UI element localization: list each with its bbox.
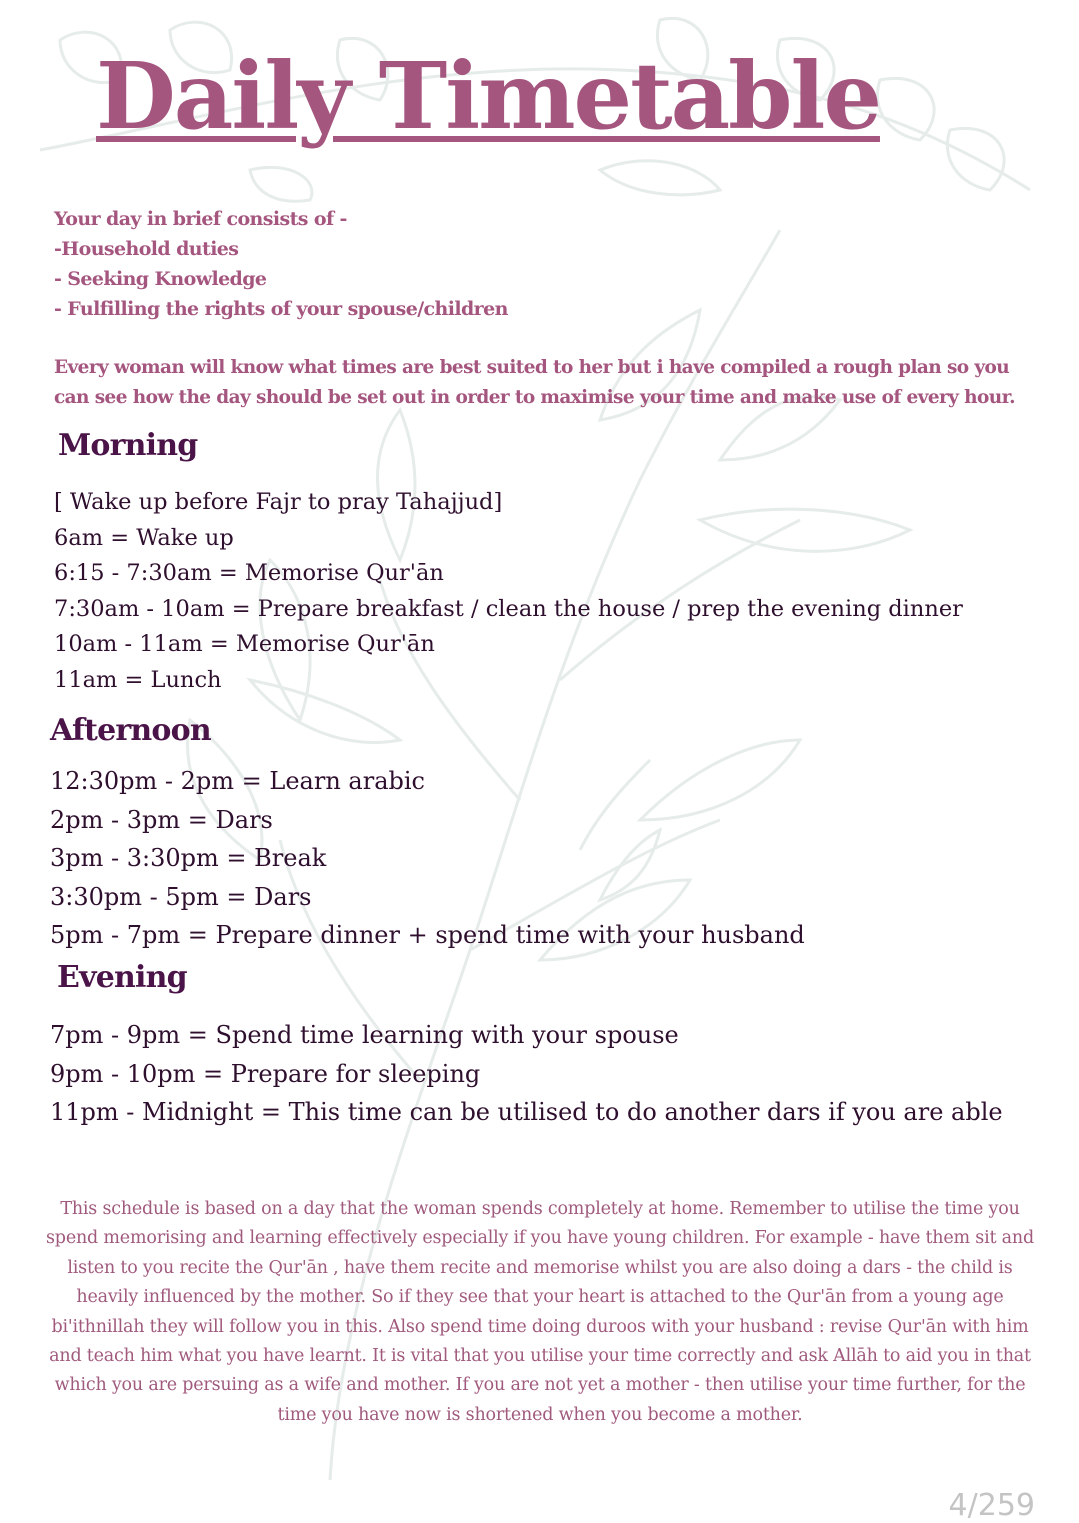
evening-heading: Evening [57, 960, 187, 995]
page-title: Daily Timetable [96, 42, 880, 150]
schedule-entry: 7pm - 9pm = Spend time learning with your spouse [50, 1021, 679, 1049]
schedule-entry: 6:15 - 7:30am = Memorise Qur'ān [54, 560, 444, 586]
schedule-entry: 3:30pm - 5pm = Dars [50, 882, 312, 911]
schedule-entry: 7:30am - 10am = Prepare breakfast / clean the house / prep the evening dinner [54, 595, 963, 622]
evening-schedule [50, 1016, 1003, 1132]
page-counter: 4/259 [948, 1488, 1035, 1523]
footer-note: This schedule is based on a day that the woman spends completely at home. Remember to utilise the time you spend memorising and learning effectively especially if you have young children. For example - have them sit and listen to you recite the Qur'ān , have them recite and memorise whilst you are also doing a dars - the child is heavily influenced by the mother. So if they see that your heart is attached to the Qur'ān from a young age bi'ithnillah they will follow you in this. Also spend time doing duroos with your husband : revise Qur'ān with him and teach him what you have learnt. It is vital that you utilise your time correctly and ask Allāh to aid you in that which you are persuing as a wife and mother. If you are not yet a mother - then utilise your time further, for the time you have now is shortened when you become a mother. [46, 1199, 1034, 1425]
intro-item: - Seeking Knowledge [54, 268, 267, 290]
intro-summary [54, 204, 508, 324]
afternoon-heading: Afternoon [50, 713, 211, 748]
schedule-entry: 11am = Lunch [54, 666, 222, 693]
morning-schedule [54, 485, 963, 698]
afternoon-schedule [50, 762, 805, 955]
schedule-entry: 12:30pm - 2pm = Learn arabic [50, 767, 425, 795]
morning-heading: Morning [58, 428, 198, 463]
intro-lead: Your day in brief consists of - [54, 208, 347, 230]
schedule-entry: 10am - 11am = Memorise Qur'ān [54, 631, 435, 657]
schedule-entry: [ Wake up before Fajr to pray Tahajjud] [54, 489, 503, 515]
schedule-entry: 11pm - Midnight = This time can be utilised to do another dars if you are able [50, 1098, 1003, 1126]
schedule-entry: 9pm - 10pm = Prepare for sleeping [50, 1059, 481, 1088]
intro-note: Every woman will know what times are best suited to her but i have compiled a rough plan so you can see how the day should be set out in order to maximise your time and make use of every hour. [54, 357, 1015, 408]
intro-item: - Fulfilling the rights of your spouse/children [54, 298, 508, 320]
schedule-entry: 3pm - 3:30pm = Break [50, 844, 327, 872]
intro-item: -Household duties [54, 238, 239, 260]
schedule-entry: 5pm - 7pm = Prepare dinner + spend time with your husband [50, 921, 805, 949]
schedule-entry: 6am = Wake up [54, 524, 234, 551]
schedule-entry: 2pm - 3pm = Dars [50, 805, 273, 834]
